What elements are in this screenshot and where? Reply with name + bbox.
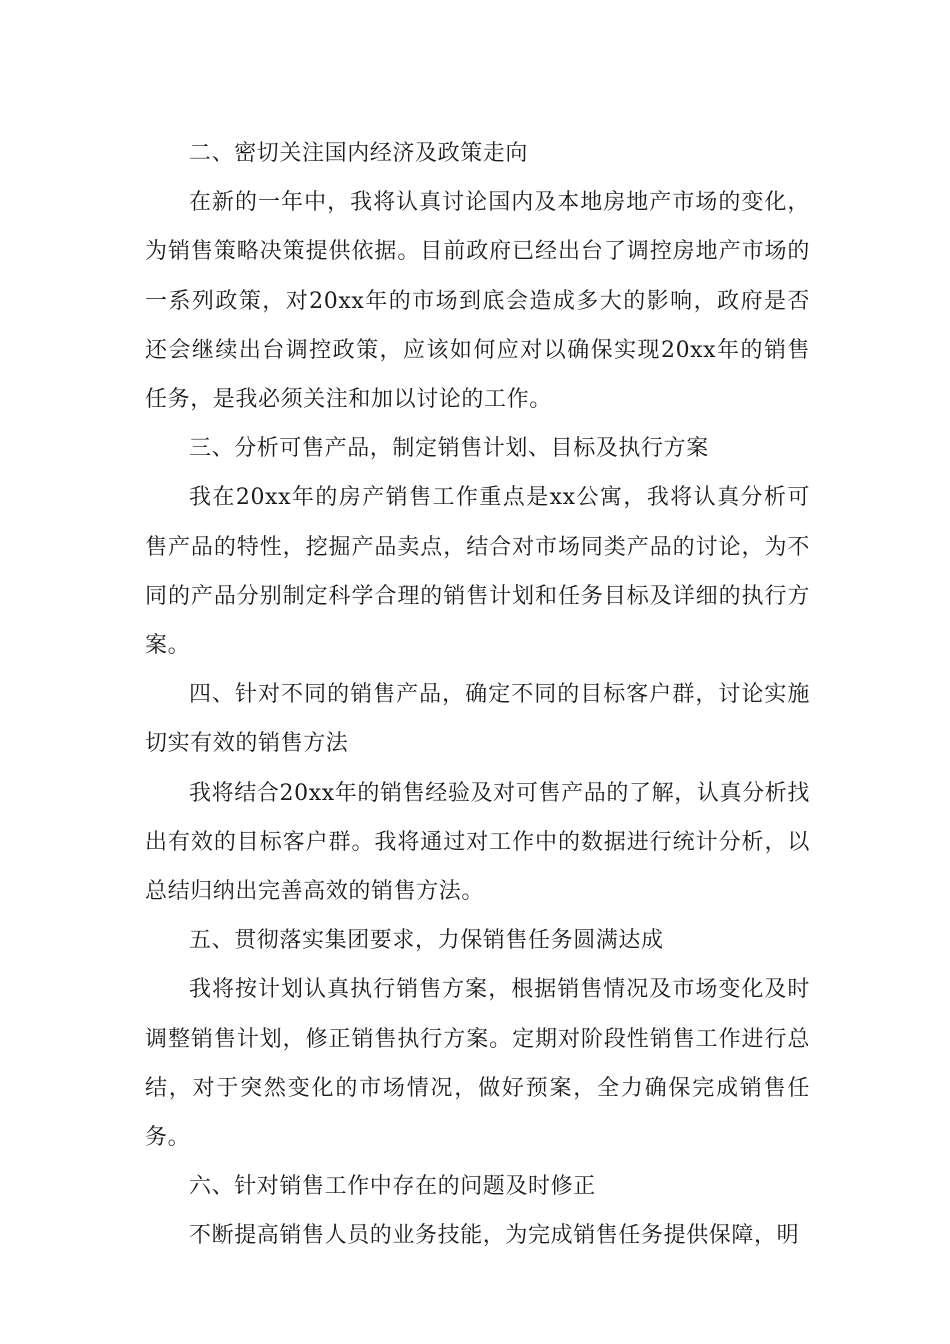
paragraph-improve-skills: 不断提高销售人员的业务技能，为完成销售任务提供保障，明 [189,1223,800,1249]
paragraph-execute-plan: 我将按计划认真执行销售方案，根据销售情况及市场变化及时调整销售计划，修正销售执行方案。定期对阶段性销售工作进行总结，对于突然变化的市场情况，做好预案，全力确保完成销售任务。 [145,977,810,1151]
paragraph-market-research: 在新的一年中，我将认真讨论国内及本地房地产市场的变化，为销售策略决策提供依据。目前政府已经出台了调控房地产市场的一系列政策，对20xx年的市场到底会造成多大的影响，政府是否还会继续出台调控政策，应该如何应对以确保实现20xx年的销售任务，是我必须关注和加以讨论的工作。 [145,190,810,413]
paragraph-sales-methods: 我将结合20xx年的销售经验及对可售产品的了解，认真分析找出有效的目标客户群。我将通过对工作中的数据进行统计分析，以总结归纳出完善高效的销售方法。 [145,780,810,905]
paragraph-product-analysis: 我在20xx年的房产销售工作重点是xx公寓，我将认真分析可售产品的特性，挖掘产品卖点，结合对市场同类产品的讨论，为不同的产品分别制定科学合理的销售计划和任务目标及详细的执行方案。 [145,485,810,659]
section-heading-economy-policy: 二、密切关注国内经济及政策走向 [189,141,529,166]
section-heading-target-customers: 四、针对不同的销售产品，确定不同的目标客户群，讨论实施切实有效的销售方法 [145,682,810,757]
section-heading-sales-plan: 三、分析可售产品，制定销售计划、目标及执行方案 [189,436,709,462]
document-body [145,129,810,1261]
section-heading-fix-issues: 六、针对销售工作中存在的问题及时修正 [189,1174,596,1200]
section-heading-group-requirements: 五、贯彻落实集团要求，力保销售任务圆满达成 [189,928,664,954]
